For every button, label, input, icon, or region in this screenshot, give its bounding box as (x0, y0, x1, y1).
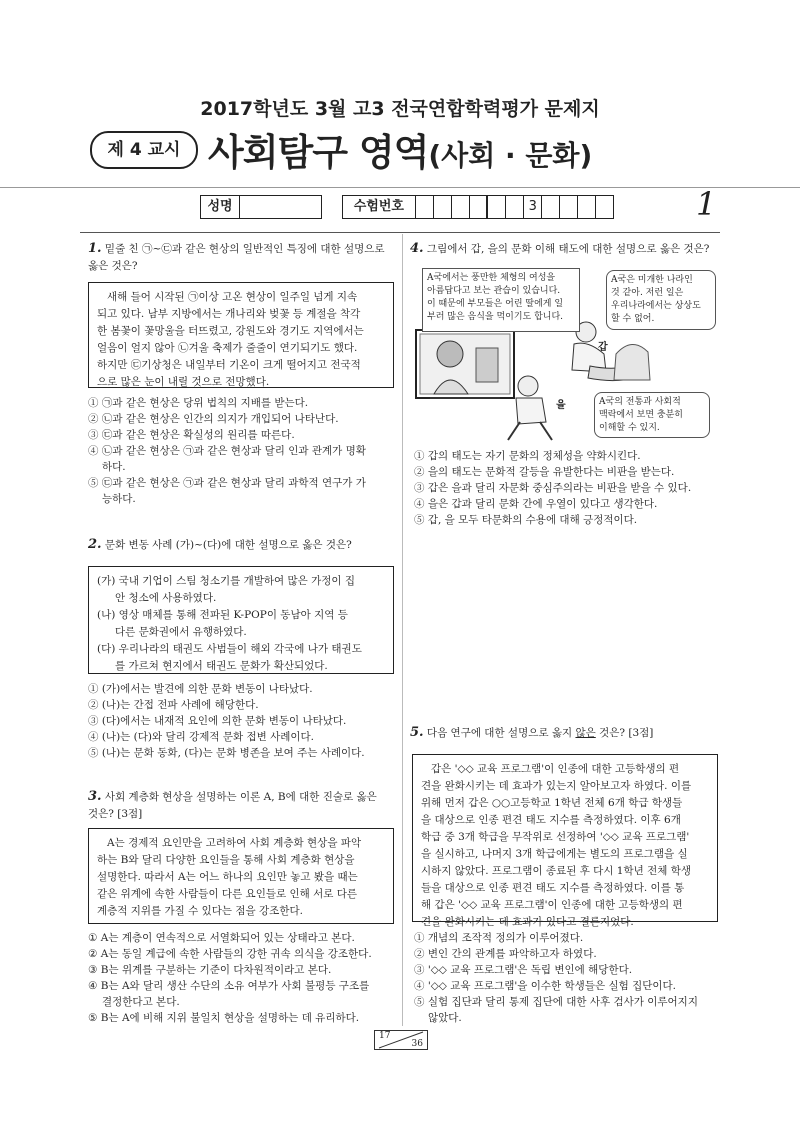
option-5-cont: 않았다. (428, 1012, 462, 1024)
passage-line: 얼음이 얼지 않아 ㉡겨울 축제가 줄줄이 연기되기도 했다. (97, 342, 358, 354)
caption-line: 아름답다고 보는 관습이 있습니다. (427, 286, 561, 296)
subject-title (208, 122, 592, 176)
option-4[interactable]: ④ B는 A와 달리 생산 수단의 소유 여부가 사회 불평등 구조를 (88, 980, 370, 992)
option-3[interactable]: ③ ㉢과 같은 현상은 확실성의 원리를 따른다. (88, 429, 295, 441)
option-5[interactable]: ⑤ B는 A에 비해 지위 불일치 현상을 설명하는 데 유리하다. (88, 1012, 360, 1024)
option-1[interactable]: ① ㉠과 같은 현상은 당위 법칙의 지배를 받는다. (88, 397, 309, 409)
question-2-stem (88, 536, 396, 554)
bubble-line: 이해할 수 있지. (599, 423, 660, 433)
option-2[interactable]: ② 변인 간의 관계를 파악하고자 하였다. (414, 948, 597, 960)
question-text: 다음 연구에 대한 설명으로 옳지 (426, 727, 576, 739)
gap-label: 갑 (598, 342, 608, 353)
session-badge: 제 4 교시 (90, 131, 198, 169)
eul-label: 을 (556, 400, 566, 411)
option-4-cont: 하다. (102, 461, 126, 473)
passage-line: 해 갑은 '◇◇ 교육 프로그램'이 인종에 대한 고등학생의 편 (421, 899, 683, 911)
option-4[interactable]: ④ '◇◇ 교육 프로그램'을 이수한 학생들은 실험 집단이다. (414, 980, 676, 992)
passage-line: 을 대상으로 인종 편견 태도 지수를 측정하였다. 이후 6개 (421, 814, 681, 826)
exam-number-cell-digit[interactable]: 3 (524, 196, 542, 218)
option-2[interactable]: ② A는 동일 계급에 속한 사람들의 강한 귀속 의식을 강조한다. (88, 948, 372, 960)
option-5-cont: 능하다. (102, 493, 136, 505)
exam-number-cell[interactable] (470, 196, 489, 218)
option-5[interactable]: ⑤ ㉢과 같은 현상은 ㉠과 같은 현상과 달리 과학적 연구가 가 (88, 477, 366, 489)
exam-number-cell[interactable] (488, 196, 506, 218)
page-indicator (374, 1030, 428, 1050)
gap-speech-bubble (606, 270, 716, 330)
question-2-options (88, 681, 396, 761)
question-number: 5. (410, 725, 424, 740)
passage-line: 갑은 '◇◇ 교육 프로그램'이 인종에 대한 고등학생의 편 (431, 763, 680, 775)
passage-line: 시하지 않았다. 프로그램이 종료된 후 다시 1학년 전체 학생 (421, 865, 692, 877)
option-1[interactable]: ① A는 계층이 연속적으로 서열화되어 있는 상태라고 본다. (88, 932, 355, 944)
passage-line: 들을 대상으로 인종 편견 태도 지수를 측정하였다. 이를 통 (421, 882, 685, 894)
option-3[interactable]: ③ '◇◇ 교육 프로그램'은 독립 변인에 해당한다. (414, 964, 633, 976)
page-number: 1 (696, 185, 717, 223)
exam-number-cell[interactable] (596, 196, 613, 218)
passage-line: 설명한다. 따라서 A는 어느 하나의 요인만 놓고 봤을 때는 (97, 871, 358, 883)
option-2[interactable]: ② ㉡과 같은 현상은 인간의 의지가 개입되어 나타난다. (88, 413, 339, 425)
question-number: 1. (88, 241, 102, 256)
option-5[interactable]: ⑤ (나)는 문화 동화, (다)는 문화 병존을 보여 주는 사례이다. (88, 747, 365, 759)
option-3[interactable]: ③ (다)에서는 내재적 요인에 의한 문화 변동이 나타났다. (88, 715, 347, 727)
question-3-passage (88, 828, 394, 924)
bubble-line: 맥락에서 보면 충분히 (599, 410, 683, 420)
question-text: 사회 계층화 현상을 설명하는 이론 A, B에 대한 진술로 옳은 (104, 791, 377, 803)
question-5-stem (410, 724, 728, 742)
name-label: 성명 (201, 196, 240, 218)
option-4-cont: 결정한다고 본다. (102, 996, 180, 1008)
question-text-cont: 것은? [3점] (88, 808, 143, 820)
passage-line: 위해 먼저 갑은 ○○고등학교 1학년 전체 6개 학급 학생들 (421, 797, 683, 809)
passage-line: 한 봄꽃이 꽃망울을 터뜨렸고, 강원도와 경기도 지역에서는 (97, 325, 364, 337)
question-1-stem (88, 240, 396, 275)
exam-number-label: 수험번호 (343, 196, 416, 218)
passage-line: 학급 중 3개 학급을 무작위로 선정하여 '◇◇ 교육 프로그램' (421, 831, 690, 843)
exam-title: 2017학년도 3월 고3 전국연합학력평가 문제지 (200, 98, 600, 120)
exam-number-cell[interactable] (578, 196, 596, 218)
passage-line: 하지만 ㉢기상청은 내일부터 기온이 크게 떨어지고 전국적 (97, 359, 361, 371)
question-text: 문화 변동 사례 (가)~(다)에 대한 설명으로 옳은 것은? (104, 539, 352, 551)
bubble-line: A국의 전통과 사회적 (599, 397, 681, 407)
option-1[interactable]: ① 개념의 조작적 정의가 이루어졌다. (414, 932, 584, 944)
tv-caption (422, 268, 580, 332)
name-input-area[interactable] (240, 196, 321, 218)
question-2-passage (88, 566, 394, 674)
passage-line: 을 실시하고, 나머지 3개 학급에게는 별도의 프로그램을 실 (421, 848, 688, 860)
option-5[interactable]: ⑤ 실험 집단과 달리 통제 집단에 대한 사후 검사가 이루어지지 (414, 996, 698, 1008)
subject-sub: (사회 · 문화) (428, 139, 593, 172)
exam-number-field[interactable] (342, 195, 614, 219)
passage-line: (나) 영상 매체를 통해 전파된 K-POP이 동남아 지역 등 (97, 609, 348, 621)
question-number: 4. (410, 241, 424, 256)
option-2[interactable]: ② (나)는 간접 전파 사례에 해당한다. (88, 699, 259, 711)
current-page: 17 (379, 1031, 391, 1041)
passage-line: 견을 완화시키는 데 효과가 있다고 결론지었다. (421, 916, 634, 928)
passage-line: 를 가르쳐 현지에서 태권도 문화가 확산되었다. (115, 660, 328, 672)
option-3[interactable]: ③ B는 위계를 구분하는 기준이 다차원적이라고 본다. (88, 964, 332, 976)
question-1-options (88, 395, 396, 507)
passage-line: 으로 많은 눈이 내릴 것으로 전망했다. (97, 376, 270, 388)
question-emphasis: 않은 (575, 727, 596, 739)
caption-line: 부러 많은 음식을 먹이기도 합니다. (427, 312, 564, 322)
passage-line: (가) 국내 기업이 스팀 청소기를 개발하여 많은 가정이 집 (97, 575, 356, 587)
exam-number-cell[interactable] (434, 196, 452, 218)
passage-line: 되고 있다. 남부 지방에서는 개나리와 벚꽃 등 계절을 착각 (97, 308, 361, 320)
question-text-end: 것은? [3점] (595, 727, 654, 739)
passage-line: 같은 위계에 속한 사람들이 다른 요인들로 인해 서로 다른 (97, 888, 357, 900)
question-4-options (414, 448, 730, 528)
question-number: 2. (88, 537, 102, 552)
total-pages: 36 (411, 1039, 423, 1049)
question-5-passage (412, 754, 718, 928)
subject-main: 사회탐구 영역 (208, 131, 429, 174)
bubble-line: 할 수 없어. (611, 314, 655, 324)
passage-line: 하는 B와 달리 다양한 요인들을 통해 사회 계층화 현상을 (97, 854, 355, 866)
exam-number-cell[interactable] (452, 196, 470, 218)
question-4-stem (410, 240, 728, 258)
caption-line: 이 때문에 부모들은 어린 딸에게 일 (427, 299, 564, 309)
option-4[interactable]: ④ 을은 갑과 달리 문화 간에 우열이 있다고 생각한다. (414, 498, 658, 510)
option-4[interactable]: ④ ㉡과 같은 현상은 ㉠과 같은 현상과 달리 인과 관계가 명확 (88, 445, 366, 457)
bubble-line: 우리나라에서는 상상도 (611, 301, 701, 311)
bubble-line: A국은 미개한 나라인 (611, 275, 693, 285)
option-3[interactable]: ③ 갑은 을과 달리 자문화 중심주의라는 비판을 받을 수 있다. (414, 482, 692, 494)
passage-line: 다른 문화권에서 유행하였다. (115, 626, 247, 638)
option-4[interactable]: ④ (나)는 (다)와 달리 강제적 문화 접변 사례이다. (88, 731, 315, 743)
option-2[interactable]: ② 을의 태도는 문화적 갈등을 유발한다는 비판을 받는다. (414, 466, 675, 478)
exam-number-cell[interactable] (416, 196, 434, 218)
question-1-passage (88, 282, 394, 388)
passage-line: 견을 완화시키는 데 효과가 있는지 알아보고자 하였다. 이를 (421, 780, 692, 792)
option-1[interactable]: ① (가)에서는 발견에 의한 문화 변동이 나타났다. (88, 683, 313, 695)
exam-number-cell[interactable] (560, 196, 578, 218)
eul-speech-bubble (594, 392, 710, 438)
header-divider (0, 187, 800, 188)
passage-line: 새해 들어 시작된 ㉠이상 고온 현상이 일주일 넘게 지속 (107, 291, 358, 303)
passage-line: (다) 우리나라의 태권도 사범들이 해외 각국에 나가 태권도 (97, 643, 362, 655)
question-3-stem (88, 788, 396, 823)
question-3-options (88, 930, 396, 1026)
option-1[interactable]: ① 갑의 태도는 자기 문화의 정체성을 약화시킨다. (414, 450, 641, 462)
question-text: 밑줄 친 ㉠~㉢과 같은 현상의 일반적인 특징에 대한 설명으로 옳은 것은? (88, 243, 385, 272)
bubble-line: 것 같아. 저런 일은 (611, 288, 684, 298)
column-top-rule (80, 232, 720, 233)
exam-number-cell[interactable] (542, 196, 560, 218)
name-field[interactable] (200, 195, 322, 219)
passage-line: 계층적 지위를 가질 수 있다는 점을 강조한다. (97, 905, 303, 917)
caption-line: A국에서는 풍만한 체형의 여성을 (427, 273, 556, 283)
passage-line: A는 경제적 요인만을 고려하여 사회 계층화 현상을 파악 (107, 837, 362, 849)
passage-line: 안 청소에 사용하였다. (115, 592, 217, 604)
question-5-options (414, 930, 730, 1026)
question-number: 3. (88, 789, 102, 804)
exam-number-cell[interactable] (506, 196, 524, 218)
column-divider (402, 234, 403, 1026)
option-5[interactable]: ⑤ 갑, 을 모두 타문화의 수용에 대해 긍정적이다. (414, 514, 638, 526)
question-text: 그림에서 갑, 을의 문화 이해 태도에 대한 설명으로 옳은 것은? (426, 243, 710, 255)
